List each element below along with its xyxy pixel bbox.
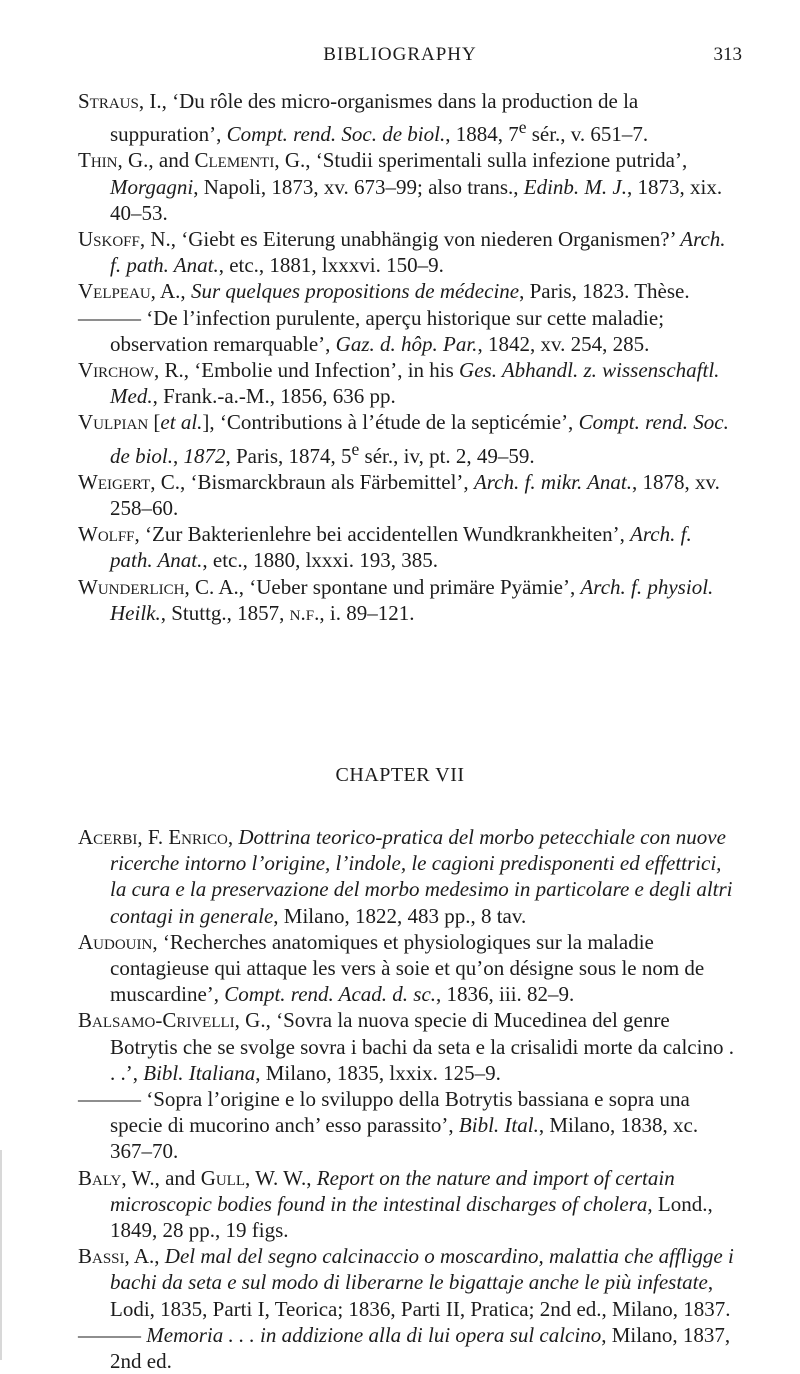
bibliography-entry: Vulpian [et al.], ‘Contributions à l’étude de la septicémie’, Compt. rend. Soc. de biol., 1872, Paris, 1874, 5e sér., iv, pt. 2, 49–59. — [78, 410, 729, 468]
bibliography-entry: ——— Memoria . . . in addizione alla di lui opera sul calcino, Milano, 1837, 2nd ed. — [78, 1322, 731, 1374]
bibliography-list-chapter — [78, 824, 738, 1374]
page-number: 313 — [713, 44, 742, 65]
bibliography-entry: Weigert, C., ‘Bismarckbraun als Färbemittel’, Arch. f. mikr. Anat., 1878, xv. 258–60. — [78, 469, 720, 521]
running-title: BIBLIOGRAPHY — [323, 44, 477, 65]
bibliography-entry: Uskoff, N., ‘Giebt es Eiterung unabhängig von niederen Organismen?’ Arch. f. path. Anat., etc., 1881, lxxxvi. 150–9. — [78, 227, 726, 278]
running-head — [0, 44, 800, 84]
bibliography-entry: Virchow, R., ‘Embolie und Infection’, in his Ges. Abhandl. z. wissenschaftl. Med., Frank.-a.-M., 1856, 636 pp. — [78, 358, 720, 409]
bibliography-entry: Velpeau, A., Sur quelques propositions de médecine, Paris, 1823. Thèse. — [78, 279, 690, 304]
page-edge-shadow — [0, 1150, 2, 1360]
bibliography-entry: Wunderlich, C. A., ‘Ueber spontane und primäre Pyämie’, Arch. f. physiol. Heilk., Stuttg., 1857, n.f., i. 89–121. — [78, 574, 714, 625]
bibliography-entry: Balsamo-Crivelli, G., ‘Sovra la nuova specie di Mucedinea del genre Botrytis che se svolge sovra i bachi da seta e la crisalidi morte da calcino . . .’, Bibl. Italiana, Milano, 1835, lxxix. 125–9. — [78, 1008, 734, 1085]
bibliography-entry: Audouin, ‘Recherches anatomiques et physiologiques sur la maladie contagieuse qui attaque les vers à soie et qu’on désigne sous le nom de muscardine’, Compt. rend. Acad. d. sc., 1836, iii. 82–9. — [78, 929, 705, 1007]
bibliography-entry: Wolff, ‘Zur Bakterienlehre bei accidentellen Wundkrankheiten’, Arch. f. path. Anat., etc., 1880, lxxxi. 193, 385. — [78, 522, 692, 573]
bibliography-entry: Straus, I., ‘Du rôle des micro-organismes dans la production de la suppuration’, Compt. rend. Soc. de biol., 1884, 7e sér., v. 651–7. — [78, 89, 649, 147]
bibliography-list-top — [78, 88, 738, 626]
bibliography-entry: Acerbi, F. Enrico, Dottrina teorico-pratica del morbo petecchiale con nuove ricerche intorno l’origine, l’indole, le cagioni predisponenti ed effettrici, la cura e la preservazione del morbo medesimo in particolare e degli altri contagi in generale, Milano, 1822, 483 pp., 8 tav. — [78, 825, 733, 928]
bibliography-entry: Thin, G., and Clementi, G., ‘Studii sperimentali sulla infezione putrida’, Morgagni, Napoli, 1873, xv. 673–99; also trans., Edinb. M. J., 1873, xix. 40–53. — [78, 148, 723, 225]
bibliography-entry: ——— ‘De l’infection purulente, aperçu historique sur cette maladie; observation remarquable’, Gaz. d. hôp. Par., 1842, xv. 254, 285. — [78, 305, 665, 356]
bibliography-entry: ——— ‘Sopra l’origine e lo sviluppo della Botrytis bassiana e sopra una specie di mucorino anch’ esso parassito’, Bibl. Ital., Milano, 1838, xc. 367–70. — [78, 1087, 699, 1164]
chapter-heading: CHAPTER VII — [335, 764, 465, 786]
bibliography-entry: Bassi, A., Del mal del segno calcinaccio o moscardino, malattia che affligge i bachi da seta e sul modo di liberarne le bigattaje anche le più infestate, Lodi, 1835, Parti I, Teorica; 1836, Parti II, Pratica; 2nd ed., Milano, 1837. — [78, 1244, 734, 1321]
bibliography-entry: Baly, W., and Gull, W. W., Report on the nature and import of certain microscopic bodies found in the intestinal discharges of cholera, Lond., 1849, 28 pp., 19 figs. — [78, 1165, 713, 1243]
